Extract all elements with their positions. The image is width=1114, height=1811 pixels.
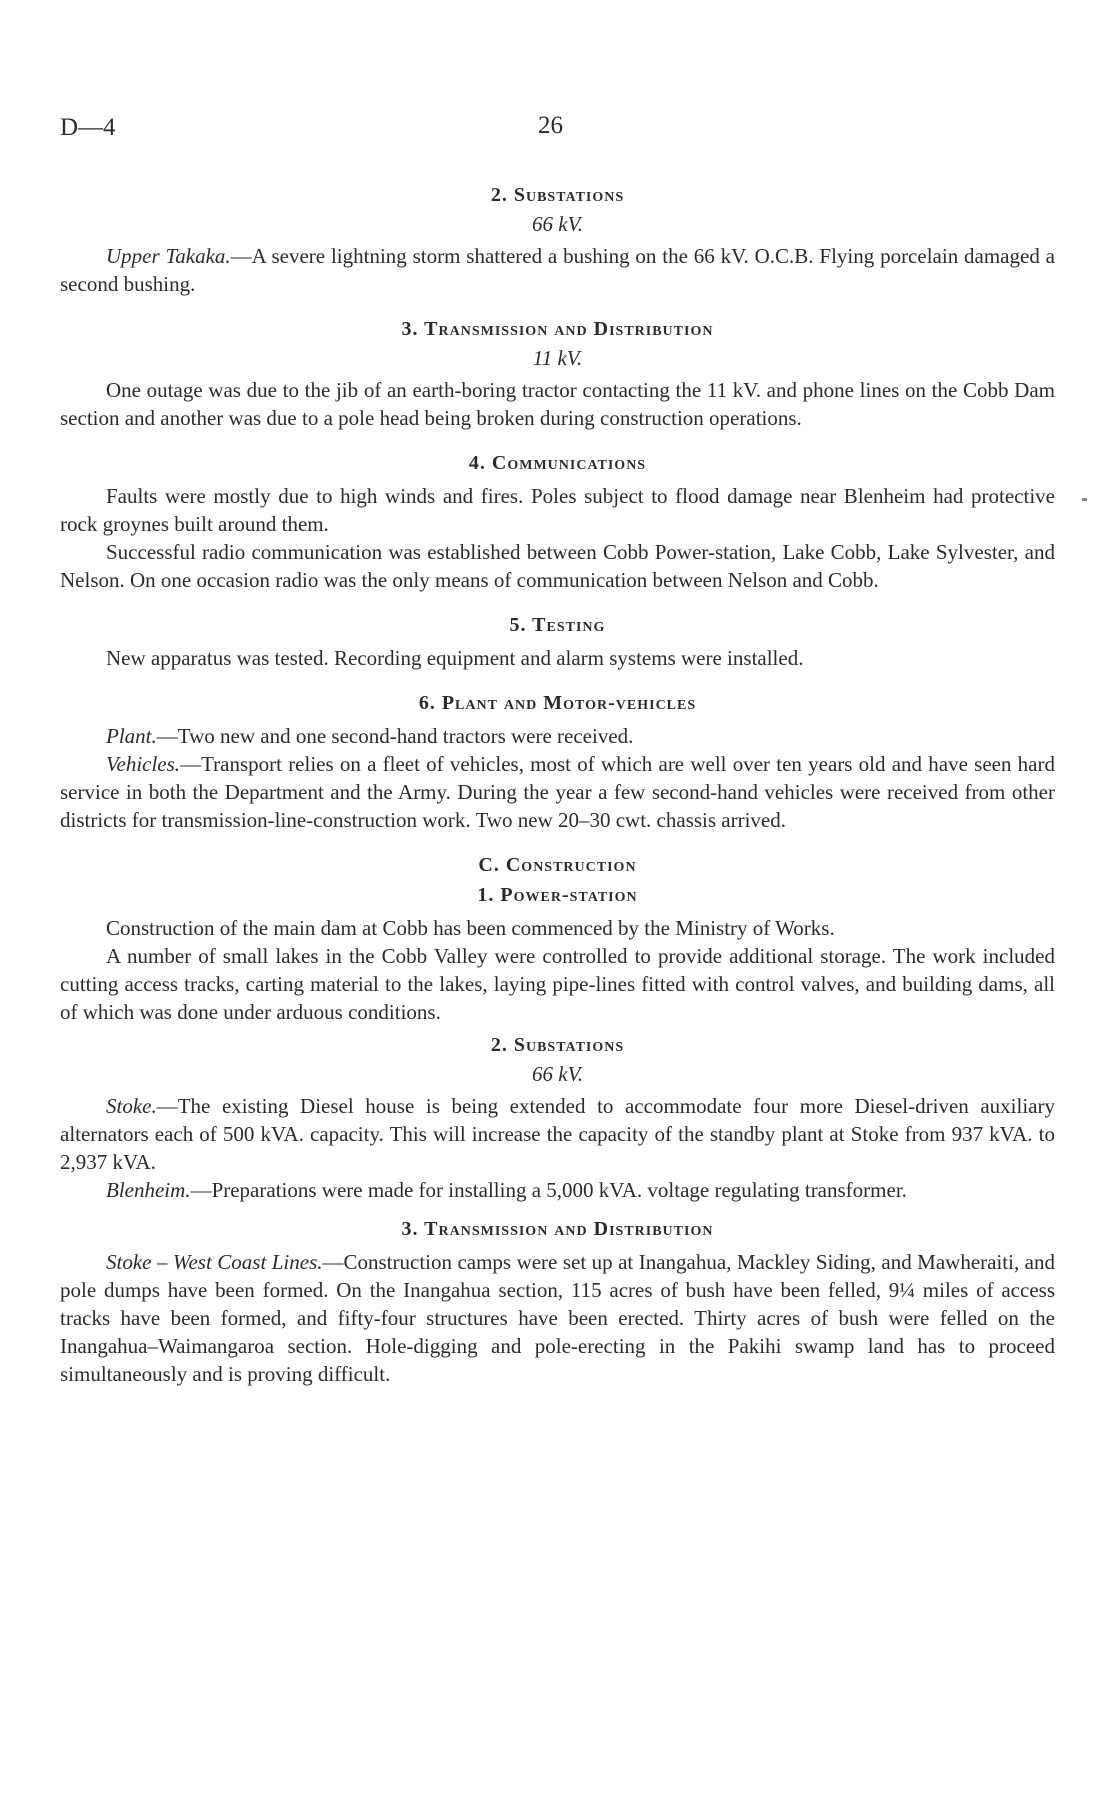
paragraph-text: —Preparations were made for installing a 5,000 kVA. voltage regulating transformer. bbox=[190, 1178, 907, 1202]
paragraph-small-lakes: A number of small lakes in the Cobb Valley were controlled to provide additional storage. The work included cutting access tracks, carting material to the lakes, laying pipe-lines fitted with control valves, and building dams, all of which was done under arduous conditions. bbox=[60, 944, 1055, 1024]
section-construction bbox=[60, 850, 1055, 1026]
paragraph-text: —Construction camps were set up at Inangahua, Mackley Siding, and Mawheraiti, and pole dumps have been formed. On the Inangahua section, 115 acres of bush have been felled, 9¼ miles of access tracks have been formed, and fifty-four structures have been erected. Thirty acres of bush were felled on the Inangahua–Waimangaroa section. Hole-digging and pole-erecting in the Pakihi swamp land has to proceed simultaneously and is proving difficult. bbox=[60, 1250, 1056, 1386]
paragraph-outage: One outage was due to the jib of an earth-boring tractor contacting the 11 kV. and phone lines on the Cobb Dam section and another was due to a pole head being broken during construction operations. bbox=[60, 378, 1055, 430]
paragraph-lead: Plant. bbox=[106, 724, 157, 748]
section-heading: 4. Communications bbox=[468, 452, 647, 474]
paragraph-faults: Faults were mostly due to high winds and fires. Poles subject to flood damage near Blenheim had protective rock groynes built around them. bbox=[60, 484, 1055, 536]
paragraph-text: —The existing Diesel house is being extended to accommodate four more Diesel-driven auxiliary alternators each of 500 kVA. capacity. This will increase the capacity of the standby plant at Stoke from 937 kVA. to 2,937 kVA. bbox=[60, 1094, 1055, 1174]
paragraph-text: —Transport relies on a fleet of vehicles, most of which are well over ten years old and have seen hard service in both the Department and the Army. During the year a few second-hand vehicles were received from other districts for transmission-line-construction work. Two new 20–30 cwt. chassis arrived. bbox=[60, 752, 1055, 832]
section-heading: 6. Plant and Motor-vehicles bbox=[418, 692, 697, 714]
section-testing bbox=[60, 610, 1055, 672]
page-ref: D—4 bbox=[60, 114, 116, 141]
paragraph-testing: New apparatus was tested. Recording equipment and alarm systems were installed. bbox=[106, 646, 804, 670]
section-heading: 3. Transmission and Distribution bbox=[401, 318, 714, 340]
section-substations-1 bbox=[60, 180, 1055, 298]
paragraph-blenheim bbox=[60, 1176, 1055, 1204]
paragraph-west-coast-lines bbox=[60, 1248, 1055, 1388]
paragraph-lead: Upper Takaka. bbox=[106, 244, 231, 268]
margin-mark bbox=[1082, 498, 1087, 501]
paragraph-radio: Successful radio communication was established between Cobb Power-station, Lake Cobb, Lake Sylvester, and Nelson. On one occasion radio was the only means of communication between Nelson and Cobb. bbox=[60, 540, 1055, 592]
section-communications bbox=[60, 448, 1055, 594]
paragraph-stoke bbox=[60, 1092, 1055, 1176]
section-heading: 2. Substations bbox=[490, 184, 625, 206]
section-heading: 5. Testing bbox=[509, 614, 606, 636]
section-transmission-2 bbox=[60, 1214, 1055, 1388]
page-number: 26 bbox=[538, 112, 563, 139]
section-heading: 3. Transmission and Distribution bbox=[401, 1218, 714, 1240]
paragraph-text: —Two new and one second-hand tractors were received. bbox=[156, 724, 634, 748]
section-subheading: 66 kV. bbox=[532, 212, 583, 236]
document-body bbox=[60, 180, 1055, 1388]
section-subheading: 1. Power-station bbox=[477, 884, 638, 906]
paragraph-lead: Stoke. bbox=[106, 1094, 157, 1118]
section-heading: C. Construction bbox=[478, 854, 637, 876]
paragraph-main-dam: Construction of the main dam at Cobb has been commenced by the Ministry of Works. bbox=[106, 916, 835, 940]
section-plant bbox=[60, 688, 1055, 834]
paragraph-text: —A severe lightning storm shattered a bushing on the 66 kV. O.C.B. Flying porcelain damaged a second bushing. bbox=[60, 244, 1055, 296]
paragraph-plant bbox=[60, 722, 1055, 750]
paragraph-vehicles bbox=[60, 750, 1055, 834]
section-substations-2 bbox=[60, 1030, 1055, 1204]
paragraph-upper-takaka bbox=[60, 242, 1055, 298]
paragraph-lead: Stoke – West Coast Lines. bbox=[106, 1250, 323, 1274]
section-subheading: 11 kV. bbox=[532, 346, 583, 370]
section-heading: 2. Substations bbox=[490, 1034, 625, 1056]
paragraph-lead: Blenheim. bbox=[106, 1178, 191, 1202]
section-transmission-1 bbox=[60, 314, 1055, 432]
section-subheading: 66 kV. bbox=[532, 1062, 583, 1086]
paragraph-lead: Vehicles. bbox=[106, 752, 181, 776]
